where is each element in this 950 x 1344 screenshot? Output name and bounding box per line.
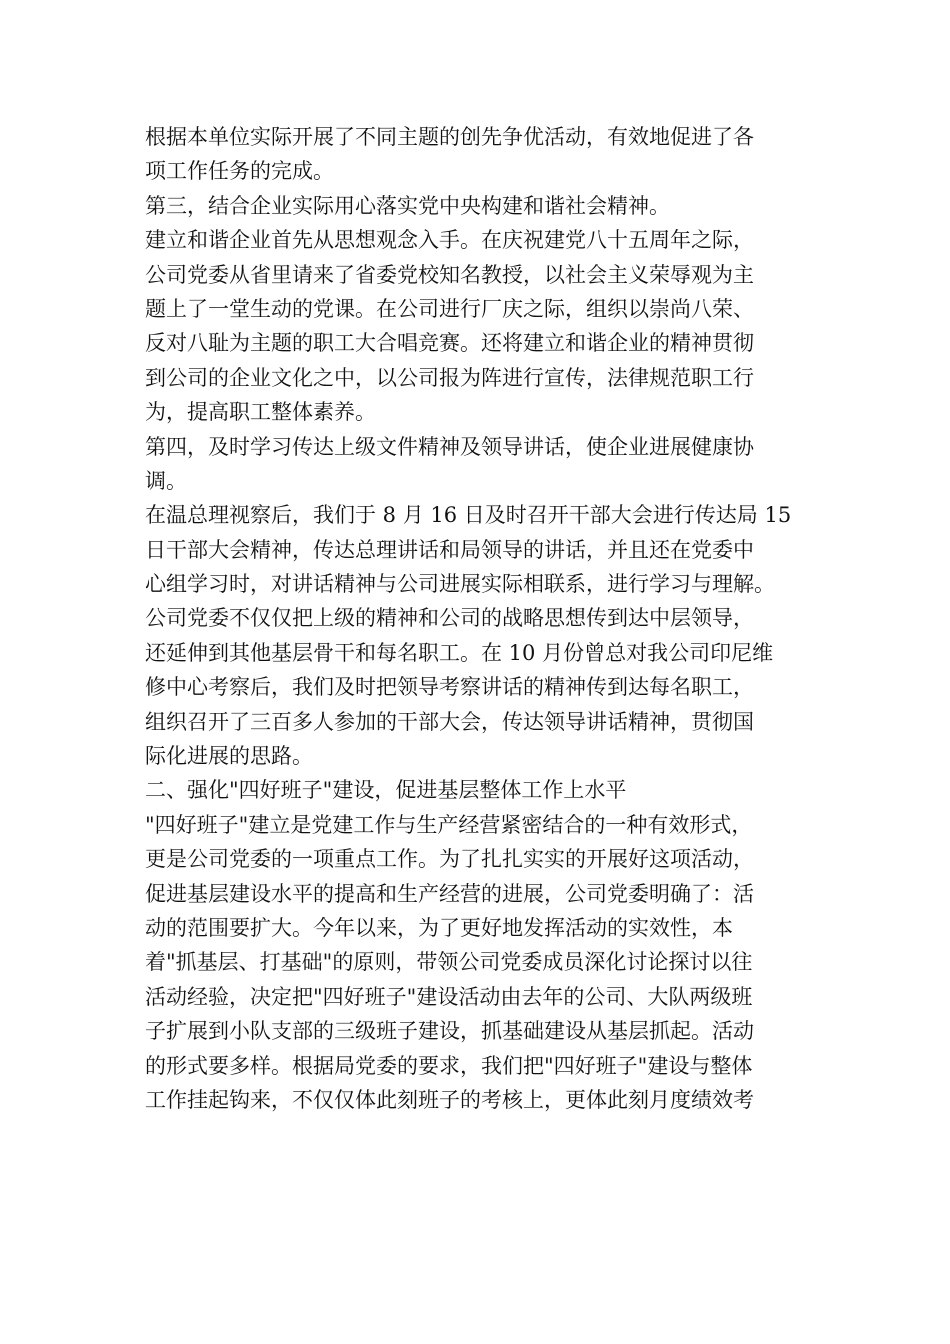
text-line: 着"抓基层、打基础"的原则，带领公司党委成员深化讨论探讨以往 <box>145 950 753 975</box>
text-line: 心组学习时，对讲话精神与公司进展实际相联系，进行学习与理解。 <box>145 572 775 597</box>
text-line: 公司党委不仅仅把上级的精神和公司的战略思想传到达中层领导， <box>145 606 754 631</box>
text-line: 的形式要多样。根据局党委的要求，我们把"四好班子"建设与整体 <box>145 1053 753 1078</box>
text-line: 更是公司党委的一项重点工作。为了扎扎实实的开展好这项活动， <box>145 847 754 872</box>
text-line: 题上了一堂生动的党课。在公司进行厂庆之际，组织以崇尚八荣、 <box>145 296 754 321</box>
text-line: 为，提高职工整体素养。 <box>145 400 376 425</box>
text-line: 二、强化"四好班子"建设，促进基层整体工作上水平 <box>145 778 627 803</box>
text-line: 工作挂起钩来，不仅仅体此刻班子的考核上，更体此刻月度绩效考 <box>145 1087 754 1112</box>
text-line: 根据本单位实际开展了不同主题的创先争优活动，有效地促进了各 <box>145 125 754 149</box>
text-line: 到公司的企业文化之中，以公司报为阵进行宣传，法律规范职工行 <box>145 365 754 390</box>
text-line: 际化进展的思路。 <box>145 744 313 769</box>
text-line: 公司党委从省里请来了省委党校知名教授，以社会主义荣辱观为主 <box>145 262 754 287</box>
text-line: 调。 <box>145 468 187 493</box>
text-line: 第三，结合企业实际用心落实党中央构建和谐社会精神。 <box>145 193 670 218</box>
body-text <box>145 120 835 1117</box>
text-line: 修中心考察后，我们及时把领导考察讲话的精神传到达每名职工， <box>145 675 754 700</box>
text-line: 组织召开了三百多人参加的干部大会，传达领导讲话精神，贯彻国 <box>145 709 754 734</box>
text-line: "四好班子"建立是党建工作与生产经营紧密结合的一种有效形式， <box>145 812 753 837</box>
text-line: 日干部大会精神，传达总理讲话和局领导的讲话，并且还在党委中 <box>145 537 754 562</box>
text-line: 项工作任务的完成。 <box>145 159 334 184</box>
text-line: 在温总理视察后，我们于 8 月 16 日及时召开干部大会进行传达局 15 <box>145 503 792 528</box>
text-line: 第四，及时学习传达上级文件精神及领导讲话，使企业进展健康协 <box>145 434 754 459</box>
text-line: 动的范围要扩大。今年以来，为了更好地发挥活动的实效性，本 <box>145 915 733 940</box>
text-line: 促进基层建设水平的提高和生产经营的进展，公司党委明确了：活 <box>145 881 754 906</box>
text-line: 子扩展到小队支部的三级班子建设，抓基础建设从基层抓起。活动 <box>145 1019 754 1044</box>
text-line: 建立和谐企业首先从思想观念入手。在庆祝建党八十五周年之际， <box>145 228 754 253</box>
text-line: 还延伸到其他基层骨干和每名职工。在 10 月份曾总对我公司印尼维 <box>145 640 774 665</box>
text-line: 活动经验，决定把"四好班子"建设活动由去年的公司、大队两级班 <box>145 984 753 1009</box>
text-line: 反对八耻为主题的职工大合唱竞赛。还将建立和谐企业的精神贯彻 <box>145 331 754 356</box>
